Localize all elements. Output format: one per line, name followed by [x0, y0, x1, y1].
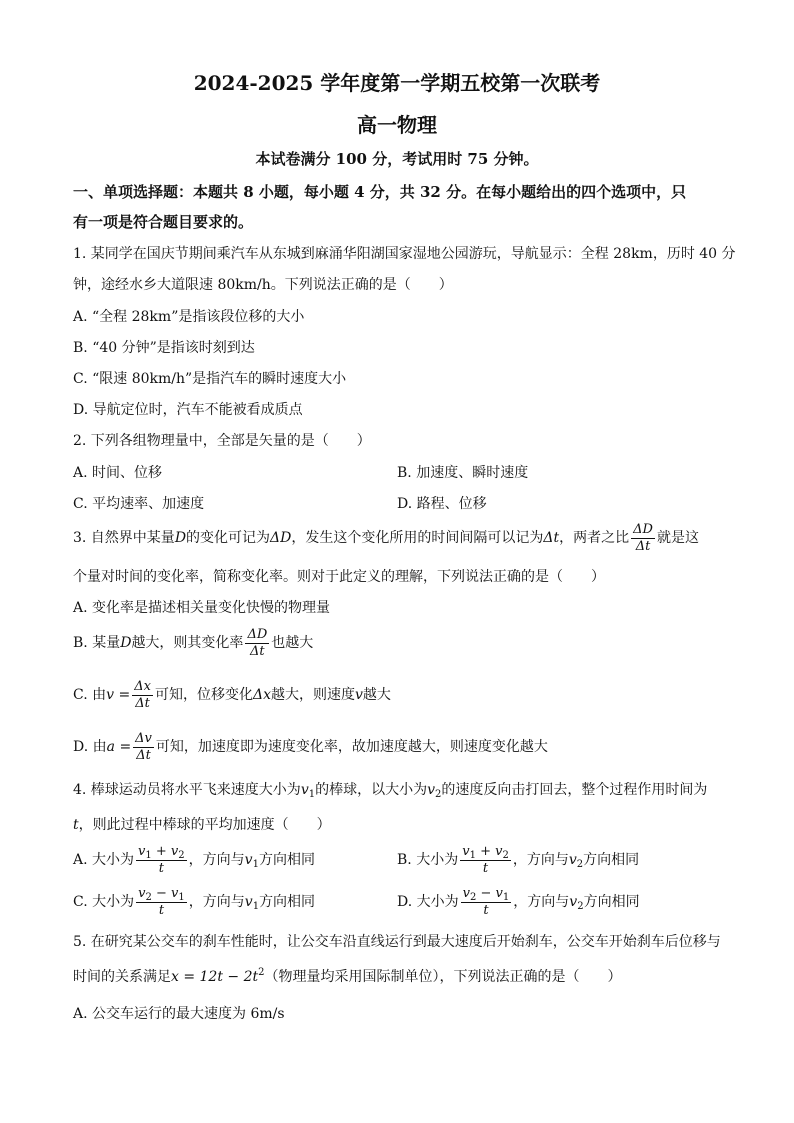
q1-option-c: C. “限速 80km/h”是指汽车的瞬时速度大小 — [73, 371, 347, 387]
fraction-dD-dt: $\frac{\Delta D}{\Delta t}$ — [633, 521, 653, 554]
q3-option-b — [73, 625, 313, 661]
q4-option-a — [73, 842, 315, 878]
q5-stem-line1: 5. 在研究某公交车的刹车性能时，让公交车沿直线运行到最大速度后开始刹车，公交车开始刹车后位移与 — [73, 934, 721, 950]
q4-a-text: A. 大小为 — [73, 852, 135, 868]
q4-d-text: ，方向与 — [513, 894, 570, 910]
q2-stem: 2. 下列各组物理量中，全部是矢量的是（ ） — [73, 433, 371, 449]
q2-option-d: D. 路程、位移 — [397, 496, 487, 512]
q3-option-a: A. 变化率是描述相关量变化快慢的物理量 — [73, 600, 331, 616]
q4-text: 4. 棒球运动员将水平飞来速度大小为 — [73, 782, 301, 798]
sub-1: 1 — [308, 789, 316, 800]
section-heading-line1: 一、单项选择题：本题共 8 小题，每小题 4 分，共 32 分。在每小题给出的四个选项中，只 — [73, 183, 687, 201]
exam-title: 2024-2025 学年度第一学期五校第一次联考 — [193, 71, 601, 95]
q3-option-c — [73, 677, 391, 713]
q3-d-text: D. 由 — [73, 739, 107, 755]
q4-option-b — [397, 842, 639, 878]
fraction-v2-minus-v1: $\frac{v_2 - v_1}{t}$ — [138, 885, 185, 918]
fraction-dv-dt: $\frac{\Delta v}{\Delta t}$ — [135, 730, 152, 763]
sub-2: 2 — [435, 789, 442, 800]
exam-note: 本试卷满分 100 分，考试用时 75 分钟。 — [255, 150, 539, 168]
q3-var-d: D — [174, 530, 187, 546]
q3-option-d — [73, 729, 548, 765]
fraction-v1-plus-v2: $\frac{v_1 + v_2}{t}$ — [462, 843, 509, 876]
q4-b-text: 方向相同 — [583, 852, 640, 868]
q5-text: 时间的关系满足 — [73, 969, 171, 985]
q2-option-b: B. 加速度、瞬时速度 — [397, 465, 529, 481]
sub-1: 1 — [252, 859, 259, 870]
q5-stem-line2 — [73, 968, 622, 986]
eq-v: v = — [106, 687, 131, 703]
var-v: v — [300, 782, 309, 798]
q4-b-text: ，方向与 — [512, 852, 569, 868]
var-v: v — [568, 852, 577, 868]
q3-d-text: 可知，加速度即为速度变化率，故加速度越大，则速度变化越大 — [155, 739, 548, 755]
q3-c-text: 越大 — [362, 687, 391, 703]
q3-text: 3. 自然界中某量 — [73, 530, 175, 546]
var-v: v — [569, 894, 578, 910]
q2-option-a: A. 时间、位移 — [73, 465, 163, 481]
var-t: t — [73, 817, 79, 833]
var-v: v — [427, 782, 436, 798]
q3-text: 就是这 — [656, 530, 699, 546]
fraction-dD-dt: $\frac{\Delta D}{\Delta t}$ — [247, 626, 268, 659]
q4-stem-line1 — [73, 781, 707, 799]
q4-stem-line2 — [73, 816, 331, 834]
var-v: v — [244, 894, 253, 910]
q4-a-text: ，方向与 — [188, 852, 245, 868]
q3-c-text: C. 由 — [73, 687, 107, 703]
sup-2: 2 — [258, 967, 265, 978]
var-v: v — [244, 852, 253, 868]
fraction-v2-minus-v1: $\frac{v_2 - v_1}{t}$ — [462, 885, 510, 918]
q2-option-c: C. 平均速率、加速度 — [73, 496, 205, 512]
q4-option-d — [397, 884, 640, 920]
q3-stem-line2: 个量对时间的变化率，简称变化率。则对于此定义的理解，下列说法正确的是（ ） — [73, 569, 605, 585]
q3-var-d: D — [120, 635, 132, 651]
q3-text: ，发生这个变化所用的时间间隔可以记为 — [291, 530, 544, 546]
q5-option-a: A. 公交车运行的最大速度为 6m/s — [73, 1006, 285, 1022]
q1-option-a: A. “全程 28km”是指该段位移的大小 — [73, 309, 305, 325]
eq-a: a = — [106, 739, 132, 755]
q3-delta-t: Δt — [543, 530, 560, 546]
sub-1: 1 — [252, 901, 260, 912]
q3-delta-d: ΔD — [270, 530, 292, 546]
q1-option-b: B. “40 分钟”是指该时刻到达 — [73, 340, 255, 356]
q1-option-d: D. 导航定位时，汽车不能被看成质点 — [73, 402, 303, 418]
q4-c-text: C. 大小为 — [73, 894, 135, 910]
q3-b-text: 越大，则其变化率 — [131, 635, 244, 651]
q4-d-text: 方向相同 — [583, 894, 640, 910]
q4-text: 的棒球，以大小为 — [315, 782, 428, 798]
subject-title: 高一物理 — [357, 113, 437, 137]
fraction-dx-dt: $\frac{\Delta x}{\Delta t}$ — [134, 678, 151, 711]
q3-text: ，两者之比 — [559, 530, 630, 546]
q3-c-text: 可知，位移变化 — [154, 687, 253, 703]
q5-text: （物理量均采用国际制单位），下列说法正确的是（ ） — [264, 969, 622, 985]
sub-2: 2 — [576, 859, 584, 870]
q3-stem-line1 — [73, 520, 699, 556]
q4-c-text: 方向相同 — [259, 894, 316, 910]
q3-b-text: B. 某量 — [73, 635, 121, 651]
q3-text: 的变化可记为 — [186, 530, 271, 546]
q4-b-text: B. 大小为 — [397, 852, 459, 868]
q5-equation: x = 12t − 2t — [171, 969, 259, 985]
sub-2: 2 — [577, 901, 584, 912]
fraction-v1-plus-v2: $\frac{v_1 + v_2}{t}$ — [138, 843, 185, 876]
q4-d-text: D. 大小为 — [397, 894, 459, 910]
q3-b-text: 也越大 — [271, 635, 314, 651]
q3-delta-x: Δx — [252, 687, 271, 703]
q4-text: 的速度反向击打回去，整个过程作用时间为 — [441, 782, 708, 798]
q3-c-text: 越大，则速度 — [270, 687, 355, 703]
q1-stem-line1: 1. 某同学在国庆节期间乘汽车从东城到麻涌华阳湖国家湿地公园游玩，导航显示：全程 28km，历时 40 分 — [73, 246, 736, 262]
q4-a-text: 方向相同 — [258, 852, 315, 868]
q3-var-v: v — [354, 687, 363, 703]
q4-text: ，则此过程中棒球的平均加速度（ ） — [78, 817, 331, 833]
section-heading-line2: 有一项是符合题目要求的。 — [73, 213, 254, 231]
q4-c-text: ，方向与 — [188, 894, 245, 910]
q1-stem-line2: 钟，途经水乡大道限速 80km/h。下列说法正确的是（ ） — [73, 277, 453, 293]
q4-option-c — [73, 884, 315, 920]
